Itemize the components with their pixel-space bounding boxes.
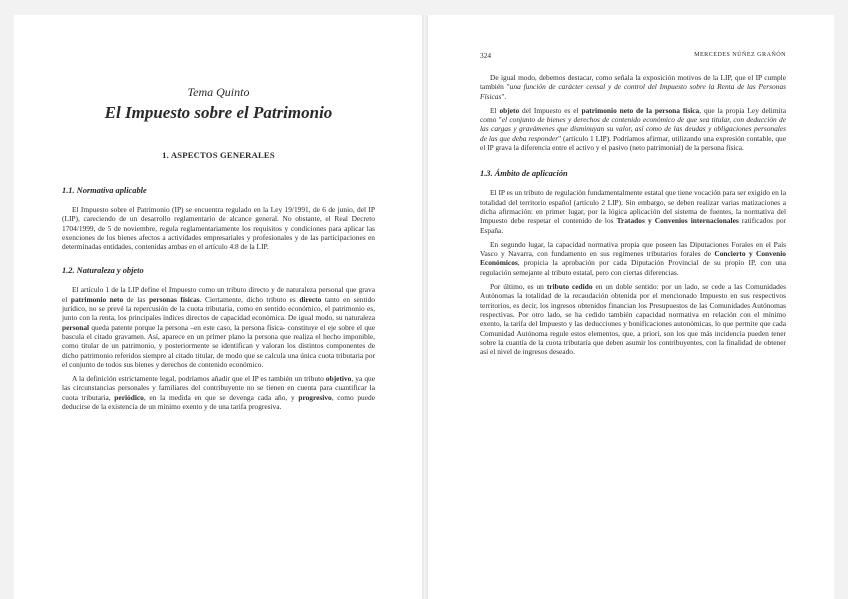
paragraph-definicion: A la definición estrictamente legal, podríamos añadir que el IP es también un tributo objetivo, ya que las circunstancias personales y familiares del contribuyente no se tienen en cuenta para cuantificar la cuota tributaria, periódico, en la medida en que se devenga cada año, y progresivo, como puede deducirse de la existencia de un mínimo exento y de una tarifa progresiva.	[62, 374, 376, 412]
paragraph-exposicion: De igual modo, debemos destacar, como señala la exposición motivos de la LIP, que el IP cumple también "una función de carácter censal y de control del Impuesto sobre la Renta de las Personas Físicas".	[480, 73, 787, 101]
paragraph-forales: En segundo lugar, la capacidad normativa propia que poseen las Diputaciones Forales en el País Vasco y Navarra, con fundamento en sus regímenes tributarios forales de Concierto y Convenio Económicos, propicia la aprobación por cada Diputación Provincial de su propio IP, con una regulación semejante al tributo estatal, pero con ciertas diferencias.	[480, 239, 786, 277]
chapter-title: El Impuesto sobre el Patrimonio	[104, 103, 333, 122]
paragraph-objeto: El objeto del Impuesto es el patrimonio neto de la persona física, que la propia Ley delimita como "el conjunto de bienes y derechos de contenido económico de que sea titular, con deducción de las cargas y gravámenes que disminuyan su valor, así como de las deudas y obligaciones personales de las que deba responder" (artículo 1 LIP). Podríamos afirmar, utilizando una expresión contable, que el IP grava la diferencia entre el activo y el pasivo (neto patrimonial) de la persona física.	[480, 105, 786, 153]
subsection-title-normativa: 1.1. Normativa aplicable	[62, 186, 147, 195]
subsection-title-naturaleza: 1.2. Naturaleza y objeto	[62, 266, 144, 276]
right-page	[428, 15, 834, 599]
page-number: 324	[480, 51, 492, 60]
running-author: MERCEDES NÚÑEZ GRAÑÓN	[694, 51, 786, 58]
subsection-title-ambito: 1.3. Ámbito de aplicación	[480, 169, 568, 179]
paragraph-naturaleza: El artículo 1 de la LIP define el Impuesto como un tributo directo y de naturaleza personal que grava el patrimonio neto de las personas físicas. Ciertamente, dicho tributo es directo tanto en sentido jurídico, no se prevé la repercusión de la cuota tributaria, como en sentido económico, el patrimonio es, junto con la renta, los principales índices directos de capacidad económica. De igual modo, su naturaleza personal queda patente porque la persona –en este caso, la persona física- constituye el eje sobre el que bascula el citado gravamen. Así, aparece en un primer plano la persona que realiza el hecho imponible, como titular de un patrimonio, y posteriormente se identifican y valoran los distintos componentes de dicho patrimonio referidos siempre al citado titular, de modo que se calcula una única cuota tributaria por el conjunto de todos sus bienes y derechos de contenido económico.	[62, 285, 375, 369]
right-page-content	[480, 51, 786, 356]
left-page	[14, 15, 422, 599]
running-header	[480, 51, 786, 60]
paragraph-ambito: El IP es un tributo de regulación fundamentalmente estatal que tiene vocación para ser exigido en la totalidad del territorio español (artículo 2 LIP). Sin embargo, se deben realizar varias matizaciones a dicha afirmación: en primer lugar, por la lógica aplicación del sistema de fuentes, la normativa del Impuesto debe respetar el contenido de los Tratados y Convenios internacionales ratificados por España.	[480, 188, 786, 235]
left-page-content	[62, 85, 375, 411]
paragraph-normativa: El Impuesto sobre el Patrimonio (IP) se encuentra regulado en la Ley 19/1991, de 6 de junio, del IP (LIP), careciendo de un desarrollo reglamentario de alcance general. No obstante, el Real Decreto 1704/1999, de 5 de noviembre, regula reglamentariamente los requisitos y condiciones para aplicar las exenciones de los bienes afectos a actividades empresariales y profesionales y de las participaciones en determinadas entidades, contenidas ambas en el artículo 4.8 de la LIP.	[62, 205, 375, 252]
paragraph-cedido: Por último, es un tributo cedido en un doble sentido: por un lado, se cede a las Comunidades Autónomas la totalidad de la recaudación obtenida por el mencionado Impuesto en sus respectivos territorios, es decir, los ingresos obtenidos financian los Presupuestos de las Comunidades Autónomas respectivas. Por otro lado, se ha cedido también capacidad normativa en relación con el mínimo exento, la tarifa del Impuesto y las deducciones y bonificaciones autonómicas, lo que permite que cada Comunidad Autónoma regule estos elementos, que, a priori, son los que más incidencia pueden tener sobre la cuantía de la cuota tributaria que deben asumir los contribuyentes, con la finalidad de obtener así el nivel de ingresos deseado.	[480, 282, 786, 357]
chapter-label: Tema Quinto	[187, 85, 250, 99]
section-title: 1. ASPECTOS GENERALES	[162, 150, 275, 160]
